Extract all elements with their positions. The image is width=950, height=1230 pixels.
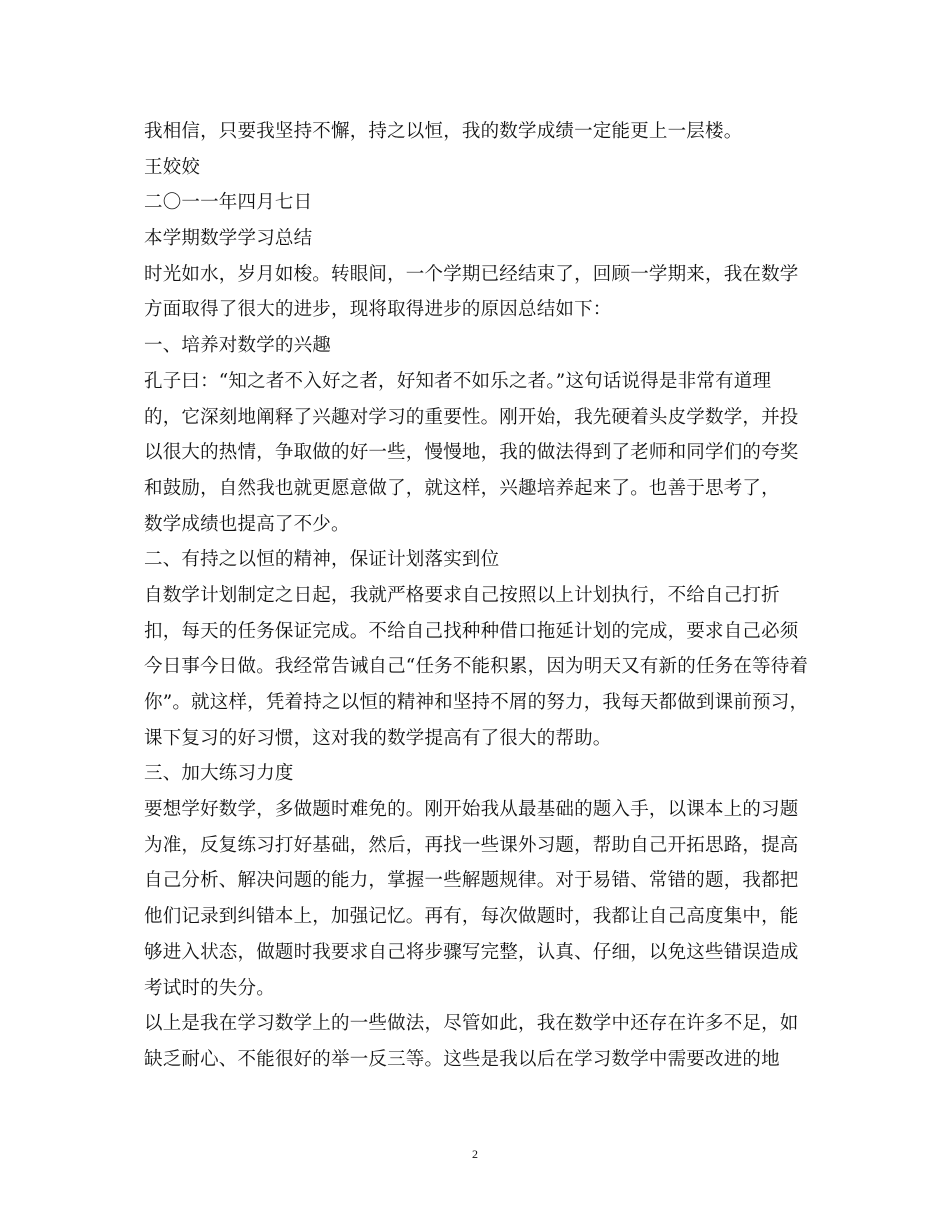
- text-line: 他们记录到纠错本上，加强记忆。再有，每次做题时，我都让自己高度集中，能: [144, 906, 799, 928]
- text-line: 时光如水，岁月如梭。转眼间，一个学期已经结束了，回顾一学期来，我在数学: [144, 263, 799, 285]
- section-title: 本学期数学学习总结: [144, 228, 313, 250]
- text-line: 今日事今日做。我经常告诫自己“任务不能积累，因为明天又有新的任务在等待着: [144, 656, 809, 678]
- text-line: 以很大的热情，争取做的好一些，慢慢地，我的做法得到了老师和同学们的夸奖: [144, 442, 799, 464]
- text-line: 方面取得了很大的进步，现将取得进步的原因总结如下：: [144, 299, 612, 321]
- body-text: [144, 114, 809, 1078]
- text-line: 和鼓励，自然我也就更愿意做了，就这样，兴趣培养起来了。也善于思考了，: [144, 477, 780, 499]
- text-line: 要想学好数学，多做题时难免的。刚开始我从最基础的题入手，以课本上的习题: [144, 799, 799, 821]
- text-line: 以上是我在学习数学上的一些做法，尽管如此，我在数学中还存在许多不足，如: [144, 1013, 799, 1035]
- text-line: 自己分析、解决问题的能力，掌握一些解题规律。对于易错、常错的题，我都把: [144, 870, 799, 892]
- date-line: 二〇一一年四月七日: [144, 192, 313, 214]
- author-name: 王姣姣: [144, 156, 201, 178]
- text-line: 我相信，只要我坚持不懈，持之以恒，我的数学成绩一定能更上一层楼。: [144, 121, 743, 142]
- heading-interest: 一、培养对数学的兴趣: [144, 335, 332, 357]
- text-line: 够进入状态，做题时我要求自己将步骤写完整，认真、仔细，以免这些错误造成: [144, 941, 799, 963]
- text-line: 数学成绩也提高了不少。: [144, 513, 350, 535]
- heading-perseverance: 二、有持之以恒的精神，保证计划落实到位: [144, 549, 500, 571]
- text-line: 孔子曰：“知之者不入好之者，好知者不如乐之者。”这句话说得是非常有道理: [144, 370, 772, 392]
- text-line: 你”。就这样，凭着持之以恒的精神和坚持不屑的努力，我每天都做到课前预习，: [144, 692, 809, 713]
- text-line: 为准，反复练习打好基础，然后，再找一些课外习题，帮助自己开拓思路，提高: [144, 834, 799, 856]
- heading-practice: 三、加大练习力度: [144, 763, 294, 785]
- text-line: 自数学计划制定之日起，我就严格要求自己按照以上计划执行，不给自己打折: [144, 584, 780, 606]
- page-number: 2: [472, 1147, 478, 1161]
- text-line: 扣，每天的任务保证完成。不给自己找种种借口拖延计划的完成，要求自己必须: [144, 620, 799, 642]
- text-line: 的，它深刻地阐释了兴趣对学习的重要性。刚开始，我先硬着头皮学数学，并投: [144, 406, 799, 428]
- text-line: 考试时的失分。: [144, 977, 275, 999]
- text-line: 缺乏耐心、不能很好的举一反三等。这些是我以后在学习数学中需要改进的地: [144, 1048, 780, 1070]
- text-line: 课下复习的好习惯，这对我的数学提高有了很大的帮助。: [144, 727, 612, 749]
